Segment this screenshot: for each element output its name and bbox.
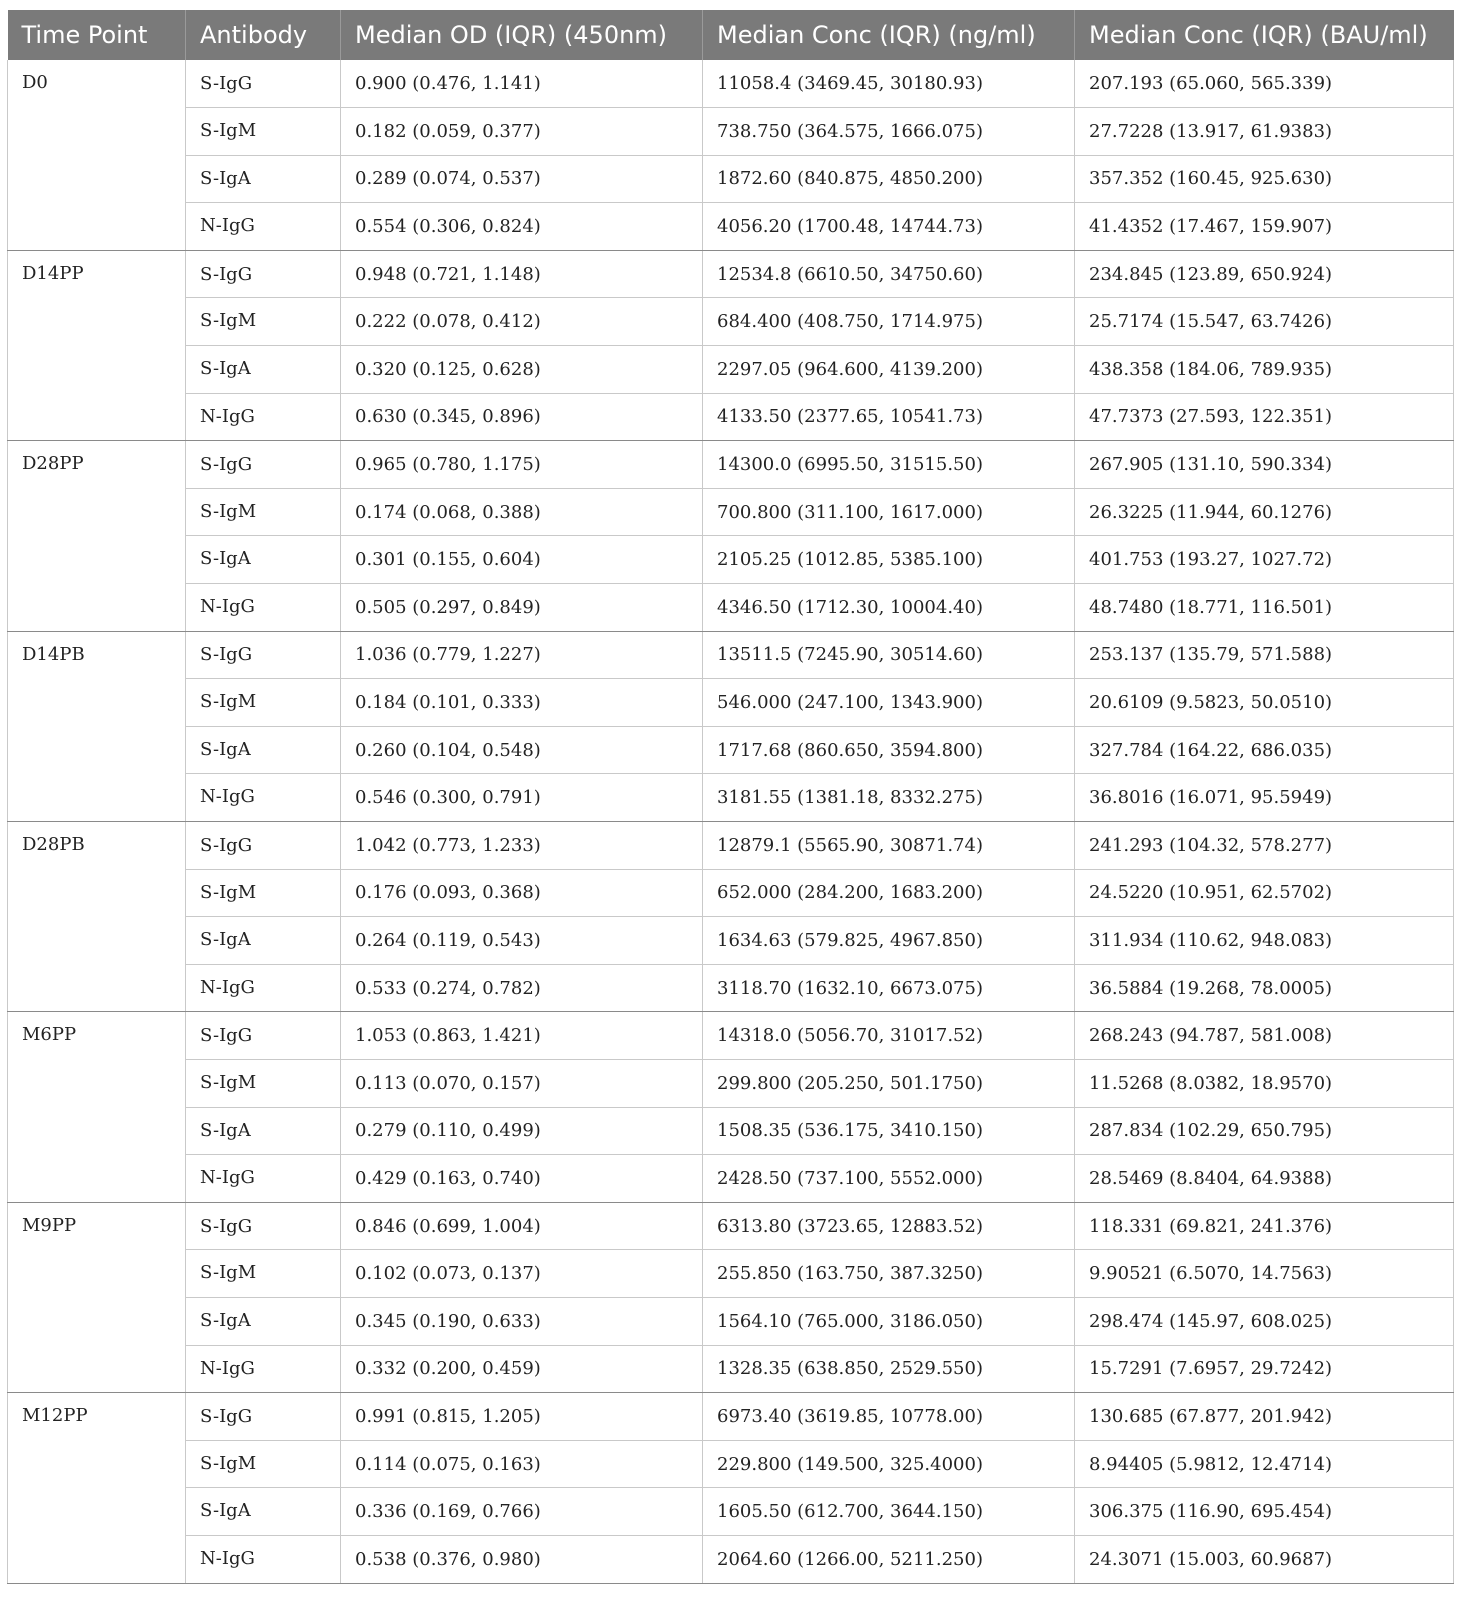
median-od-cell: 0.630 (0.345, 0.896) xyxy=(341,393,703,441)
table-row xyxy=(8,964,1454,1012)
median-conc-bau-cell: 118.331 (69.821, 241.376) xyxy=(1075,1202,1454,1250)
table-row xyxy=(8,203,1454,251)
antibody-cell: S-IgM xyxy=(186,1059,341,1107)
header-median-conc-ng: Median Conc (IQR) (ng/ml) xyxy=(703,10,1075,60)
median-od-cell: 0.222 (0.078, 0.412) xyxy=(341,298,703,346)
antibody-cell: S-IgG xyxy=(186,822,341,870)
table-row xyxy=(8,1535,1454,1583)
median-conc-ng-cell: 1634.63 (579.825, 4967.850) xyxy=(703,917,1075,965)
median-conc-bau-cell: 267.905 (131.10, 590.334) xyxy=(1075,441,1454,489)
table-row xyxy=(8,822,1454,870)
median-conc-bau-cell: 287.834 (102.29, 650.795) xyxy=(1075,1107,1454,1155)
median-conc-ng-cell: 6313.80 (3723.65, 12883.52) xyxy=(703,1202,1075,1250)
data-table-container xyxy=(7,10,1453,1584)
median-conc-ng-cell: 2064.60 (1266.00, 5211.250) xyxy=(703,1535,1075,1583)
median-conc-ng-cell: 13511.5 (7245.90, 30514.60) xyxy=(703,631,1075,679)
median-conc-bau-cell: 253.137 (135.79, 571.588) xyxy=(1075,631,1454,679)
antibody-cell: N-IgG xyxy=(186,203,341,251)
median-conc-ng-cell: 1872.60 (840.875, 4850.200) xyxy=(703,155,1075,203)
time-point-cell: M6PP xyxy=(8,1012,186,1202)
table-row xyxy=(8,679,1454,727)
table-row xyxy=(8,536,1454,584)
median-conc-bau-cell: 268.243 (94.787, 581.008) xyxy=(1075,1012,1454,1060)
median-od-cell: 0.429 (0.163, 0.740) xyxy=(341,1155,703,1203)
median-conc-ng-cell: 2105.25 (1012.85, 5385.100) xyxy=(703,536,1075,584)
antibody-cell: S-IgA xyxy=(186,917,341,965)
median-od-cell: 0.991 (0.815, 1.205) xyxy=(341,1393,703,1441)
antibody-cell: S-IgA xyxy=(186,1107,341,1155)
time-point-cell: D0 xyxy=(8,60,186,250)
median-conc-bau-cell: 306.375 (116.90, 695.454) xyxy=(1075,1488,1454,1536)
header-time-point: Time Point xyxy=(8,10,186,60)
median-conc-bau-cell: 36.8016 (16.071, 95.5949) xyxy=(1075,774,1454,822)
table-row xyxy=(8,1393,1454,1441)
table-row xyxy=(8,298,1454,346)
table-row xyxy=(8,1155,1454,1203)
antibody-cell: S-IgG xyxy=(186,60,341,108)
table-row xyxy=(8,1202,1454,1250)
median-conc-bau-cell: 47.7373 (27.593, 122.351) xyxy=(1075,393,1454,441)
table-row xyxy=(8,917,1454,965)
antibody-cell: S-IgG xyxy=(186,1012,341,1060)
antibody-cell: S-IgA xyxy=(186,536,341,584)
median-conc-bau-cell: 130.685 (67.877, 201.942) xyxy=(1075,1393,1454,1441)
table-row xyxy=(8,393,1454,441)
median-conc-bau-cell: 26.3225 (11.944, 60.1276) xyxy=(1075,488,1454,536)
median-conc-bau-cell: 27.7228 (13.917, 61.9383) xyxy=(1075,108,1454,156)
median-od-cell: 0.114 (0.075, 0.163) xyxy=(341,1440,703,1488)
antibody-cell: S-IgG xyxy=(186,1202,341,1250)
median-conc-ng-cell: 6973.40 (3619.85, 10778.00) xyxy=(703,1393,1075,1441)
antibody-cell: S-IgM xyxy=(186,488,341,536)
table-row xyxy=(8,441,1454,489)
median-conc-bau-cell: 357.352 (160.45, 925.630) xyxy=(1075,155,1454,203)
median-conc-bau-cell: 327.784 (164.22, 686.035) xyxy=(1075,726,1454,774)
median-od-cell: 1.053 (0.863, 1.421) xyxy=(341,1012,703,1060)
median-conc-bau-cell: 24.3071 (15.003, 60.9687) xyxy=(1075,1535,1454,1583)
median-od-cell: 0.289 (0.074, 0.537) xyxy=(341,155,703,203)
median-conc-ng-cell: 2428.50 (737.100, 5552.000) xyxy=(703,1155,1075,1203)
median-od-cell: 0.846 (0.699, 1.004) xyxy=(341,1202,703,1250)
median-conc-ng-cell: 12534.8 (6610.50, 34750.60) xyxy=(703,250,1075,298)
median-conc-ng-cell: 738.750 (364.575, 1666.075) xyxy=(703,108,1075,156)
median-conc-ng-cell: 4056.20 (1700.48, 14744.73) xyxy=(703,203,1075,251)
median-od-cell: 0.554 (0.306, 0.824) xyxy=(341,203,703,251)
median-od-cell: 0.260 (0.104, 0.548) xyxy=(341,726,703,774)
median-conc-bau-cell: 25.7174 (15.547, 63.7426) xyxy=(1075,298,1454,346)
median-conc-ng-cell: 546.000 (247.100, 1343.900) xyxy=(703,679,1075,727)
antibody-table xyxy=(7,10,1454,1584)
median-conc-bau-cell: 241.293 (104.32, 578.277) xyxy=(1075,822,1454,870)
median-conc-ng-cell: 1717.68 (860.650, 3594.800) xyxy=(703,726,1075,774)
median-conc-ng-cell: 14318.0 (5056.70, 31017.52) xyxy=(703,1012,1075,1060)
median-conc-bau-cell: 438.358 (184.06, 789.935) xyxy=(1075,346,1454,394)
antibody-cell: N-IgG xyxy=(186,393,341,441)
median-conc-ng-cell: 2297.05 (964.600, 4139.200) xyxy=(703,346,1075,394)
median-od-cell: 0.965 (0.780, 1.175) xyxy=(341,441,703,489)
table-row xyxy=(8,1012,1454,1060)
table-body xyxy=(8,60,1454,1583)
median-od-cell: 0.113 (0.070, 0.157) xyxy=(341,1059,703,1107)
antibody-cell: N-IgG xyxy=(186,964,341,1012)
table-row xyxy=(8,1345,1454,1393)
median-conc-ng-cell: 700.800 (311.100, 1617.000) xyxy=(703,488,1075,536)
median-conc-bau-cell: 36.5884 (19.268, 78.0005) xyxy=(1075,964,1454,1012)
antibody-cell: S-IgA xyxy=(186,726,341,774)
header-row xyxy=(8,10,1454,60)
table-row xyxy=(8,346,1454,394)
median-conc-ng-cell: 684.400 (408.750, 1714.975) xyxy=(703,298,1075,346)
antibody-cell: N-IgG xyxy=(186,1345,341,1393)
median-conc-ng-cell: 299.800 (205.250, 501.1750) xyxy=(703,1059,1075,1107)
median-conc-ng-cell: 1605.50 (612.700, 3644.150) xyxy=(703,1488,1075,1536)
median-conc-bau-cell: 234.845 (123.89, 650.924) xyxy=(1075,250,1454,298)
antibody-cell: S-IgM xyxy=(186,1250,341,1298)
median-od-cell: 0.279 (0.110, 0.499) xyxy=(341,1107,703,1155)
table-row xyxy=(8,1107,1454,1155)
median-conc-ng-cell: 4133.50 (2377.65, 10541.73) xyxy=(703,393,1075,441)
table-row xyxy=(8,108,1454,156)
median-od-cell: 0.301 (0.155, 0.604) xyxy=(341,536,703,584)
table-row xyxy=(8,869,1454,917)
time-point-cell: D14PP xyxy=(8,250,186,440)
median-od-cell: 0.546 (0.300, 0.791) xyxy=(341,774,703,822)
median-conc-ng-cell: 11058.4 (3469.45, 30180.93) xyxy=(703,60,1075,108)
median-od-cell: 0.900 (0.476, 1.141) xyxy=(341,60,703,108)
antibody-cell: S-IgA xyxy=(186,1297,341,1345)
table-row xyxy=(8,1250,1454,1298)
median-od-cell: 0.332 (0.200, 0.459) xyxy=(341,1345,703,1393)
median-conc-ng-cell: 12879.1 (5565.90, 30871.74) xyxy=(703,822,1075,870)
table-row xyxy=(8,488,1454,536)
time-point-cell: D28PB xyxy=(8,822,186,1012)
table-row xyxy=(8,155,1454,203)
median-conc-bau-cell: 207.193 (65.060, 565.339) xyxy=(1075,60,1454,108)
median-od-cell: 0.182 (0.059, 0.377) xyxy=(341,108,703,156)
median-conc-bau-cell: 28.5469 (8.8404, 64.9388) xyxy=(1075,1155,1454,1203)
table-row xyxy=(8,584,1454,632)
table-row xyxy=(8,1059,1454,1107)
median-conc-ng-cell: 3118.70 (1632.10, 6673.075) xyxy=(703,964,1075,1012)
median-conc-bau-cell: 298.474 (145.97, 608.025) xyxy=(1075,1297,1454,1345)
median-od-cell: 0.505 (0.297, 0.849) xyxy=(341,584,703,632)
table-row xyxy=(8,60,1454,108)
time-point-cell: D14PB xyxy=(8,631,186,821)
median-conc-bau-cell: 48.7480 (18.771, 116.501) xyxy=(1075,584,1454,632)
median-od-cell: 0.336 (0.169, 0.766) xyxy=(341,1488,703,1536)
table-row xyxy=(8,1297,1454,1345)
header-antibody: Antibody xyxy=(186,10,341,60)
antibody-cell: N-IgG xyxy=(186,774,341,822)
median-conc-bau-cell: 20.6109 (9.5823, 50.0510) xyxy=(1075,679,1454,727)
median-od-cell: 0.264 (0.119, 0.543) xyxy=(341,917,703,965)
header-median-od: Median OD (IQR) (450nm) xyxy=(341,10,703,60)
median-od-cell: 0.176 (0.093, 0.368) xyxy=(341,869,703,917)
time-point-cell: M9PP xyxy=(8,1202,186,1392)
table-row xyxy=(8,774,1454,822)
median-od-cell: 0.320 (0.125, 0.628) xyxy=(341,346,703,394)
median-conc-bau-cell: 9.90521 (6.5070, 14.7563) xyxy=(1075,1250,1454,1298)
table-row xyxy=(8,250,1454,298)
median-conc-ng-cell: 255.850 (163.750, 387.3250) xyxy=(703,1250,1075,1298)
median-conc-ng-cell: 1508.35 (536.175, 3410.150) xyxy=(703,1107,1075,1155)
median-conc-ng-cell: 652.000 (284.200, 1683.200) xyxy=(703,869,1075,917)
median-od-cell: 1.036 (0.779, 1.227) xyxy=(341,631,703,679)
median-conc-ng-cell: 1328.35 (638.850, 2529.550) xyxy=(703,1345,1075,1393)
table-row xyxy=(8,1488,1454,1536)
antibody-cell: S-IgM xyxy=(186,679,341,727)
table-row xyxy=(8,726,1454,774)
antibody-cell: S-IgG xyxy=(186,250,341,298)
median-conc-bau-cell: 15.7291 (7.6957, 29.7242) xyxy=(1075,1345,1454,1393)
median-conc-ng-cell: 14300.0 (6995.50, 31515.50) xyxy=(703,441,1075,489)
median-conc-bau-cell: 401.753 (193.27, 1027.72) xyxy=(1075,536,1454,584)
time-point-cell: M12PP xyxy=(8,1393,186,1583)
antibody-cell: S-IgM xyxy=(186,298,341,346)
time-point-cell: D28PP xyxy=(8,441,186,631)
header-median-conc-bau: Median Conc (IQR) (BAU/ml) xyxy=(1075,10,1454,60)
antibody-cell: S-IgG xyxy=(186,631,341,679)
median-conc-bau-cell: 24.5220 (10.951, 62.5702) xyxy=(1075,869,1454,917)
antibody-cell: N-IgG xyxy=(186,1155,341,1203)
median-od-cell: 0.102 (0.073, 0.137) xyxy=(341,1250,703,1298)
median-conc-bau-cell: 311.934 (110.62, 948.083) xyxy=(1075,917,1454,965)
median-conc-ng-cell: 4346.50 (1712.30, 10004.40) xyxy=(703,584,1075,632)
median-od-cell: 0.174 (0.068, 0.388) xyxy=(341,488,703,536)
median-conc-bau-cell: 8.94405 (5.9812, 12.4714) xyxy=(1075,1440,1454,1488)
antibody-cell: S-IgA xyxy=(186,1488,341,1536)
median-od-cell: 0.538 (0.376, 0.980) xyxy=(341,1535,703,1583)
table-row xyxy=(8,631,1454,679)
median-conc-ng-cell: 1564.10 (765.000, 3186.050) xyxy=(703,1297,1075,1345)
antibody-cell: S-IgG xyxy=(186,1393,341,1441)
antibody-cell: S-IgA xyxy=(186,155,341,203)
antibody-cell: S-IgM xyxy=(186,869,341,917)
median-od-cell: 0.533 (0.274, 0.782) xyxy=(341,964,703,1012)
median-od-cell: 0.345 (0.190, 0.633) xyxy=(341,1297,703,1345)
antibody-cell: N-IgG xyxy=(186,584,341,632)
antibody-cell: S-IgG xyxy=(186,441,341,489)
median-od-cell: 0.184 (0.101, 0.333) xyxy=(341,679,703,727)
antibody-cell: S-IgM xyxy=(186,1440,341,1488)
median-od-cell: 1.042 (0.773, 1.233) xyxy=(341,822,703,870)
antibody-cell: S-IgA xyxy=(186,346,341,394)
antibody-cell: N-IgG xyxy=(186,1535,341,1583)
median-conc-ng-cell: 229.800 (149.500, 325.4000) xyxy=(703,1440,1075,1488)
median-od-cell: 0.948 (0.721, 1.148) xyxy=(341,250,703,298)
antibody-cell: S-IgM xyxy=(186,108,341,156)
median-conc-bau-cell: 11.5268 (8.0382, 18.9570) xyxy=(1075,1059,1454,1107)
median-conc-ng-cell: 3181.55 (1381.18, 8332.275) xyxy=(703,774,1075,822)
table-row xyxy=(8,1440,1454,1488)
table-header xyxy=(8,10,1454,60)
median-conc-bau-cell: 41.4352 (17.467, 159.907) xyxy=(1075,203,1454,251)
